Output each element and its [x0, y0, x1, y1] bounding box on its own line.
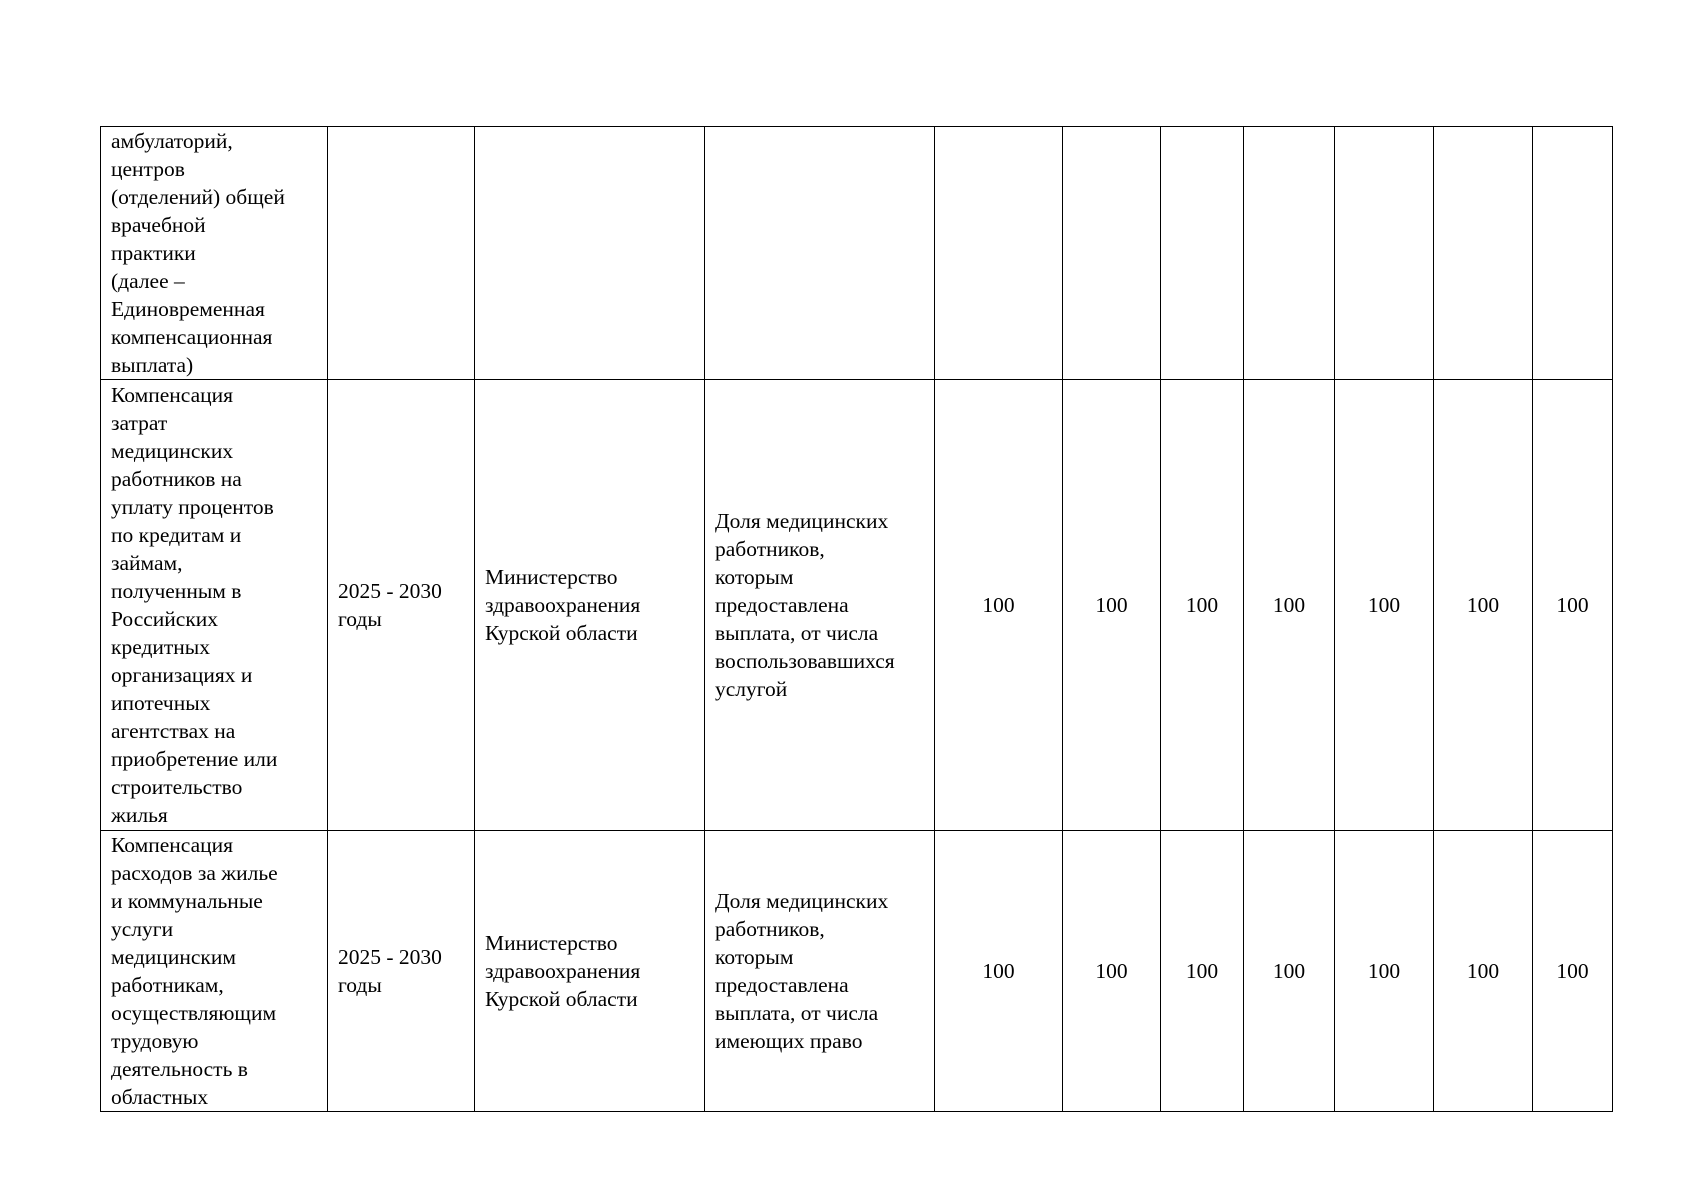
executor-cell: Министерство здравоохранения Курской области — [475, 380, 705, 831]
value-cell — [935, 127, 1063, 380]
value-cell — [1063, 127, 1161, 380]
value-cell: 100 — [1434, 380, 1533, 831]
indicator-cell — [705, 127, 935, 380]
value-cell: 100 — [1533, 380, 1613, 831]
value-cell: 100 — [1533, 831, 1613, 1112]
measure-name-cell: Компенсация затрат медицинских работников на уплату процентов по кредитам и займам, полученным в Российских кредитных организациях и ипотечных агентствах на приобретение или строительство жилья — [101, 380, 328, 831]
executor-cell — [475, 127, 705, 380]
value-cell — [1533, 127, 1613, 380]
table-row — [101, 831, 1613, 1112]
value-cell — [1161, 127, 1244, 380]
value-cell: 100 — [1434, 831, 1533, 1112]
measure-name-cell: амбулаторий, центров (отделений) общей врачебной практики (далее – Единовременная компенсационная выплата) — [101, 127, 328, 380]
value-cell: 100 — [935, 831, 1063, 1112]
period-cell: 2025 - 2030 годы — [328, 380, 475, 831]
value-cell — [1434, 127, 1533, 380]
value-cell: 100 — [1063, 831, 1161, 1112]
value-cell — [1244, 127, 1335, 380]
indicator-cell: Доля медицинских работников, которым предоставлена выплата, от числа воспользовавшихся услугой — [705, 380, 935, 831]
value-cell — [1335, 127, 1434, 380]
value-cell: 100 — [1161, 831, 1244, 1112]
measure-name-cell: Компенсация расходов за жилье и коммунальные услуги медицинским работникам, осуществляющим трудовую деятельность в областных — [101, 831, 328, 1112]
table-row — [101, 380, 1613, 831]
period-cell: 2025 - 2030 годы — [328, 831, 475, 1112]
value-cell: 100 — [1244, 831, 1335, 1112]
value-cell: 100 — [1161, 380, 1244, 831]
executor-cell: Министерство здравоохранения Курской области — [475, 831, 705, 1112]
value-cell: 100 — [935, 380, 1063, 831]
value-cell: 100 — [1063, 380, 1161, 831]
value-cell: 100 — [1335, 831, 1434, 1112]
indicator-cell: Доля медицинских работников, которым предоставлена выплата, от числа имеющих право — [705, 831, 935, 1112]
value-cell: 100 — [1244, 380, 1335, 831]
period-cell — [328, 127, 475, 380]
table-row — [101, 127, 1613, 380]
program-measures-table — [100, 126, 1613, 1112]
value-cell: 100 — [1335, 380, 1434, 831]
